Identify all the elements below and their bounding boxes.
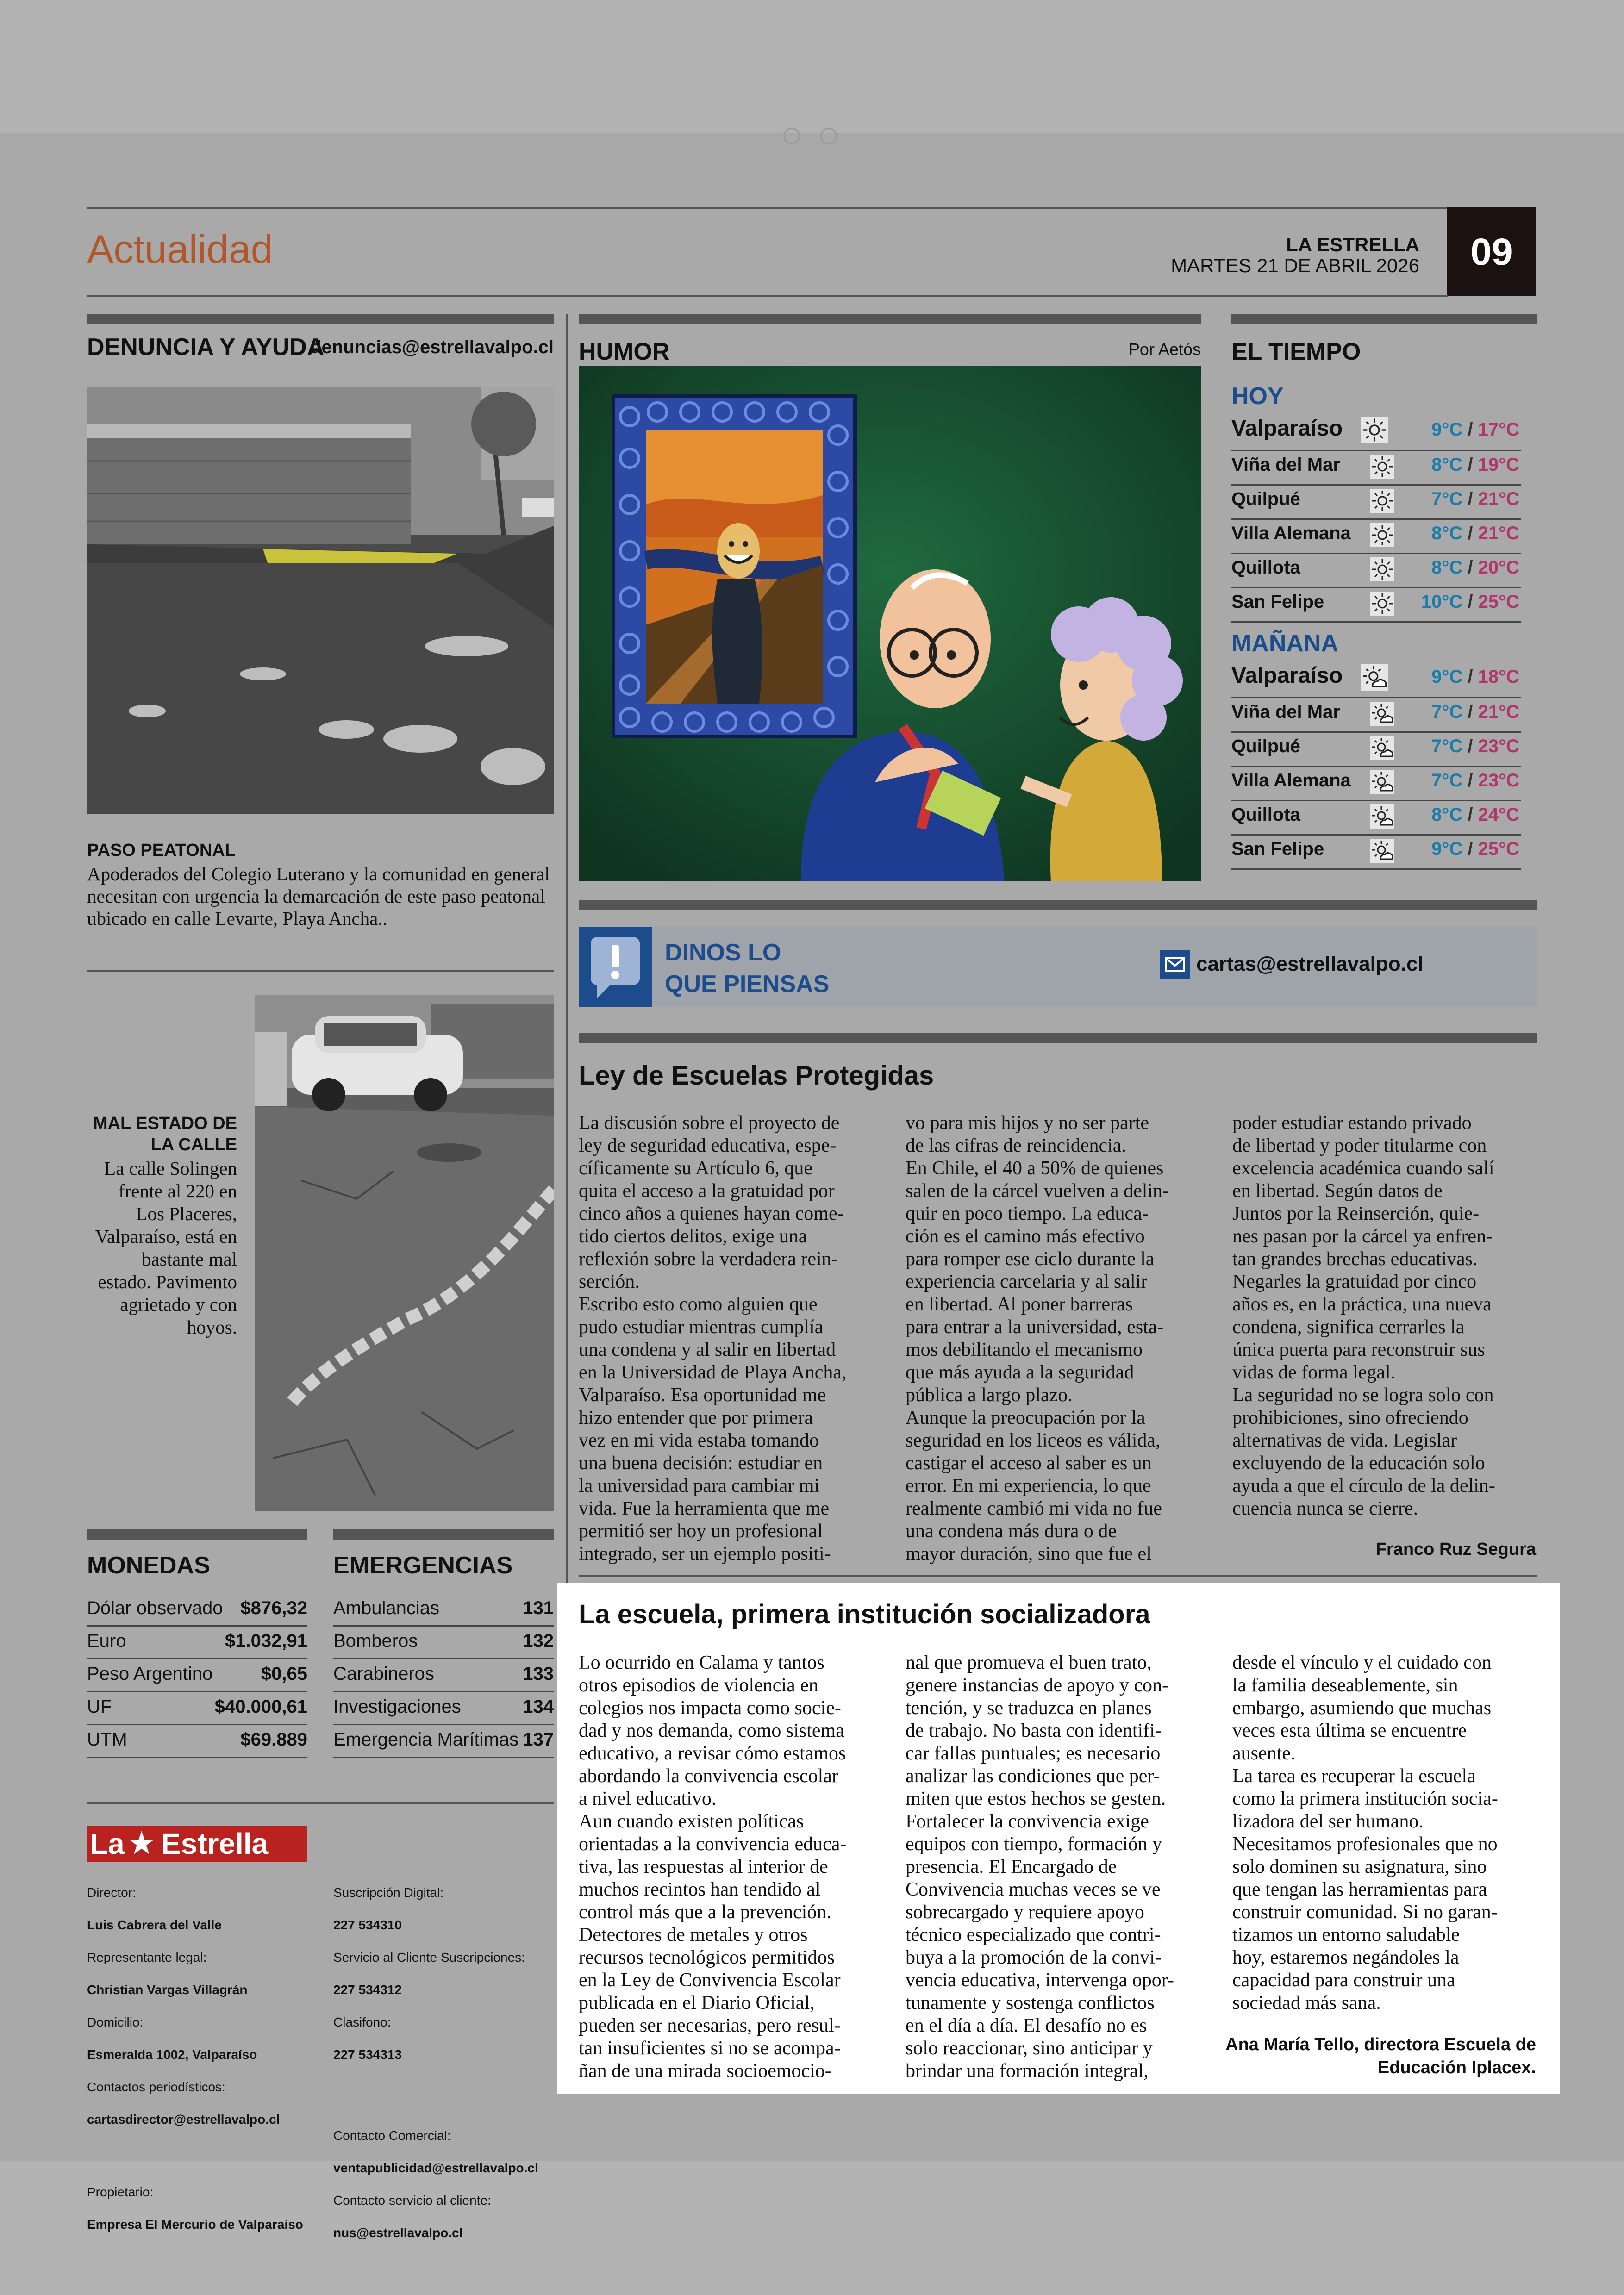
exclamation-bubble-icon bbox=[579, 927, 652, 1007]
sun-icon bbox=[1370, 557, 1394, 581]
letter1-col2: vo para mis hijos y no ser parte de las cifras de reincidencia. En Chile, el 40 a 50% de quienes salen de la cárcel vuelven a delin- quir en poco tiempo. La educa- ción es el camino más efectivo para romper ese ciclo durante la experiencia carcelaria y al salir en libertad. Al poner barreras para entrar a la universidad, esta- mos debilitando el mecanismo que más ayuda a la seguridad pública a largo plazo. Aunque la preocupación por la seguridad en los liceos es válida, castigar el acceso al saber es un error. En mi experiencia, lo que realmente cambió mi vida no fue una condena más dura o de mayor duración, sino que fue el bbox=[906, 1112, 1169, 1565]
weather-row bbox=[1231, 553, 1521, 588]
emergencia-label: Ambulancias bbox=[333, 1598, 440, 1618]
weather-temp bbox=[1431, 455, 1519, 475]
weather-city: San Felipe bbox=[1231, 839, 1324, 859]
emergencias-title: EMERGENCIAS bbox=[333, 1552, 513, 1579]
weather-max: 23°C bbox=[1478, 736, 1519, 756]
staff-right bbox=[333, 1868, 556, 2257]
owner-value: Empresa El Mercurio de Valparaíso bbox=[87, 2217, 303, 2232]
humor-author: Por Aetós bbox=[1128, 340, 1201, 359]
emergencia-number: 133 bbox=[523, 1664, 554, 1684]
weather-city: Villa Alemana bbox=[1231, 770, 1351, 791]
monedas-row bbox=[87, 1658, 307, 1692]
letter2-col1: Lo ocurrido en Calama y tantos otros episodios de violencia en colegios nos impacta como socie- dad y nos demanda, como sistema educativo, a revisar cómo estamos abordando la convivencia escolar a nivel educativo. Aun cuando existen políticas orientadas a la convivencia educa- tiva, las respuestas al interior de muchos recintos han tendido al control más que a la prevención. Detectores de metales y otros recursos tecnológicos permitidos en la Ley de Convivencia Escolar publicada en el Diario Oficial, pueden ser necesarias, pero resul- tan insuficientes si no se acompa- ñan de una mirada socioemocio- bbox=[579, 1652, 847, 2082]
weather-row bbox=[1231, 697, 1521, 733]
dinos-line2: QUE PIENSAS bbox=[665, 971, 830, 998]
weather-max: 24°C bbox=[1478, 804, 1519, 825]
mal-estado-text: La calle Solingen frente al 220 en Los Placeres, Valparaíso, está en bastante mal estado. Pavimento agrietado y con hoyos. bbox=[95, 1158, 237, 1338]
press-email[interactable]: cartasdirector@estrellavalpo.cl bbox=[87, 2112, 280, 2127]
emergencia-number: 134 bbox=[523, 1696, 554, 1717]
logo-estrella: Estrella bbox=[161, 1827, 269, 1860]
humor-top-bar bbox=[579, 314, 1201, 324]
header-bottom-rule bbox=[87, 295, 1448, 297]
weather-city: Quilpué bbox=[1231, 489, 1300, 509]
letter1-col1: La discusión sobre el proyecto de ley de seguridad educativa, espe- cíficamente su Artículo 6, que quita el acceso a la gratuidad por cinco años a quienes hayan come- tido ciertos delitos, exige una reflexión sobre la verdadera rein- serción. Escribo esto como alguien que pudo estudiar mientras cumplía una condena y al salir en libertad en la Universidad de Playa Ancha, Valparaíso. Esa oportunidad me hizo entender que por primera vez en mi vida estaba tomando una buena decisión: estudiar en la universidad para cambiar mi vida. Fue la herramienta que me permitió ser hoy un profesional integrado, ser un ejemplo positi- bbox=[579, 1112, 847, 1565]
monedas-row bbox=[87, 1625, 307, 1659]
denuncias-email[interactable]: denuncias@estrellavalpo.cl bbox=[310, 337, 554, 357]
service-label: Servicio al Cliente Suscripciones: bbox=[333, 1950, 525, 1964]
weather-min: 8°C bbox=[1431, 557, 1463, 578]
moneda-label: Dólar observado bbox=[87, 1598, 223, 1618]
commercial-label: Contacto Comercial: bbox=[333, 2128, 451, 2143]
sun-icon bbox=[1370, 489, 1394, 513]
classified-phone: 227 534313 bbox=[333, 2047, 402, 2062]
humor-title: HUMOR bbox=[579, 338, 670, 365]
temp-separator: / bbox=[1462, 419, 1478, 440]
emergencias-row bbox=[333, 1592, 554, 1627]
emergencias-top-bar bbox=[333, 1529, 554, 1540]
weather-row bbox=[1231, 450, 1521, 486]
estrella-logo bbox=[87, 1826, 307, 1862]
emergencias-row bbox=[333, 1625, 554, 1659]
letter1-title: Ley de Escuelas Protegidas bbox=[579, 1060, 934, 1091]
issue-date: MARTES 21 DE ABRIL 2026 bbox=[1171, 255, 1419, 276]
monedas-row bbox=[87, 1592, 307, 1627]
client-label: Contacto servicio al cliente: bbox=[333, 2193, 491, 2208]
weather-today-list bbox=[1231, 411, 1521, 629]
letter1-col3: poder estudiar estando privado de libertad y poder titularme con excelencia académica cuando salí en libertad. Según datos de Juntos por la Reinserción, quie- nes pasan por la cárcel ya enfren- tan grandes brechas educativas. Negarles la gratuidad por cinco años es, en la práctica, una nueva condena, significa cerrarles la única puerta para reconstruir sus vidas de forma legal. La seguridad no se logra solo con prohibiciones, sino ofreciendo alternativas de vida. Legislar excluyendo de la educación solo ayuda a que el círculo de la delin- cuencia nunca se cierre. bbox=[1232, 1112, 1495, 1519]
sun-icon bbox=[1370, 523, 1394, 547]
sun-icon bbox=[1361, 417, 1388, 443]
weather-row bbox=[1231, 518, 1521, 554]
paso-peatonal-title: PASO PEATONAL bbox=[87, 841, 236, 860]
address-value: Esmeralda 1002, Valparaíso bbox=[87, 2047, 257, 2062]
weather-min: 7°C bbox=[1431, 770, 1463, 791]
weather-city: San Felipe bbox=[1231, 592, 1324, 612]
weather-min: 9°C bbox=[1431, 419, 1463, 440]
staff-left bbox=[87, 1868, 328, 2249]
mail-icon bbox=[1160, 950, 1190, 979]
dinos-email[interactable]: cartas@estrellavalpo.cl bbox=[1196, 953, 1424, 975]
letter2-signature: Ana María Tello, directora Escuela de Educación Iplacex. bbox=[1225, 2035, 1536, 2077]
denuncias-title: DENUNCIA Y AYUDA bbox=[87, 334, 325, 361]
paso-peatonal-photo bbox=[87, 387, 554, 814]
page-number-box bbox=[1447, 207, 1536, 296]
mal-estado-title: MAL ESTADO DE LA CALLE bbox=[93, 1114, 237, 1154]
service-phone: 227 534312 bbox=[333, 1983, 402, 1997]
sun-cloud-icon bbox=[1370, 804, 1394, 829]
paper-name: LA ESTRELLA bbox=[1286, 234, 1419, 256]
moneda-value: $0,65 bbox=[261, 1664, 307, 1684]
emergencias-list bbox=[333, 1592, 554, 1764]
client-email[interactable]: nus@estrellavalpo.cl bbox=[333, 2226, 463, 2240]
weather-row bbox=[1231, 800, 1521, 836]
page-nav-dots[interactable] bbox=[783, 128, 843, 146]
temp-separator: / bbox=[1462, 667, 1478, 687]
moneda-label: Peso Argentino bbox=[87, 1664, 213, 1684]
header-top-rule bbox=[87, 207, 1448, 209]
weather-temp bbox=[1431, 736, 1519, 757]
sun-cloud-icon bbox=[1370, 839, 1394, 863]
weather-city: Quillota bbox=[1231, 557, 1300, 578]
sun-cloud-icon bbox=[1370, 736, 1394, 760]
monedas-row bbox=[87, 1691, 307, 1725]
weather-row bbox=[1231, 766, 1521, 801]
letter1-top-bar bbox=[579, 1033, 1537, 1043]
letter1-bottom-rule bbox=[579, 1575, 1537, 1577]
weather-title: EL TIEMPO bbox=[1231, 338, 1361, 365]
emergencia-number: 131 bbox=[523, 1598, 554, 1618]
director-label: Director: bbox=[87, 1885, 136, 1900]
emergencias-row bbox=[333, 1724, 554, 1758]
digital-phone: 227 534310 bbox=[333, 1918, 402, 1932]
prev-page-dot[interactable] bbox=[783, 128, 800, 144]
legal-label: Representante legal: bbox=[87, 1950, 207, 1964]
weather-row bbox=[1231, 411, 1521, 451]
weather-city: Viña del Mar bbox=[1231, 702, 1340, 722]
dinos-top-bar bbox=[579, 900, 1537, 910]
emergencia-label: Investigaciones bbox=[333, 1696, 461, 1717]
section-title: Actualidad bbox=[87, 227, 273, 272]
emergencia-label: Bomberos bbox=[333, 1631, 418, 1651]
denuncias-divider bbox=[87, 970, 554, 972]
monedas-list bbox=[87, 1592, 307, 1764]
emergencia-label: Carabineros bbox=[333, 1664, 434, 1684]
owner-label: Propietario: bbox=[87, 2185, 154, 2199]
weather-max: 25°C bbox=[1478, 592, 1519, 612]
temp-separator: / bbox=[1462, 770, 1478, 791]
paso-peatonal-text: Apoderados del Colegio Luterano y la comunidad en general necesitan con urgencia la demarcación de este paso peatonal ubicado en calle Levarte, Playa Ancha.. bbox=[87, 863, 550, 929]
weather-today-label: HOY bbox=[1231, 383, 1284, 410]
star-icon: ★ bbox=[129, 1827, 155, 1859]
letter2-col3: desde el vínculo y el cuidado con la familia deseablemente, sin embargo, asumiendo que muchas veces esta última se encuentre ausente. La tarea es recuperar la escuela como la primera institución socia- lizadora del ser humano. Necesitamos profesionales que no solo dominen su asignatura, sino que tengan las herramientas para construir comunidad. Si no garan- tizamos un entorno saludable hoy, estaremos negándoles la capacidad para construir una sociedad más sana. bbox=[1232, 1652, 1498, 2014]
temp-separator: / bbox=[1462, 489, 1478, 509]
moneda-value: $876,32 bbox=[240, 1598, 307, 1618]
weather-tomorrow-list bbox=[1231, 658, 1521, 876]
weather-min: 8°C bbox=[1431, 804, 1463, 825]
director-name: Luis Cabrera del Valle bbox=[87, 1918, 222, 1932]
weather-max: 21°C bbox=[1478, 489, 1519, 509]
weather-max: 18°C bbox=[1478, 667, 1519, 687]
weather-max: 25°C bbox=[1478, 839, 1519, 859]
letter2-col2: nal que promueva el buen trato, genere instancias de apoyo y con- tención, y se traduzca en planes de trabajo. No basta con identifi- car fallas puntuales; es necesario analizar las condiciones que per- miten que estos hechos se gesten. Fortalecer la convivencia exige equipos con tiempo, formación y presencia. El Encargado de Convivencia muchas veces se ve sobrecargado y requiere apoyo técnico especializado que contri- buya a la promoción de la convi- vencia educativa, intervenga opor- tunamente y sostenga conflictos en el día a día. El desafío no es solo reaccionar, sino anticipar y brindar una formación integral, bbox=[906, 1652, 1174, 2082]
weather-max: 20°C bbox=[1478, 557, 1519, 578]
weather-city: Valparaíso bbox=[1231, 416, 1343, 441]
weather-min: 7°C bbox=[1431, 489, 1463, 509]
weather-temp bbox=[1431, 839, 1519, 860]
weather-city: Villa Alemana bbox=[1231, 523, 1351, 543]
logo-la: La bbox=[90, 1827, 125, 1860]
weather-max: 23°C bbox=[1478, 770, 1519, 791]
weather-temp bbox=[1431, 702, 1519, 723]
weather-row bbox=[1231, 587, 1521, 623]
temp-separator: / bbox=[1462, 455, 1478, 475]
dinos-line1: DINOS LO bbox=[665, 939, 781, 966]
commercial-email[interactable]: ventapublicidad@estrellavalpo.cl bbox=[333, 2161, 538, 2175]
weather-temp bbox=[1431, 804, 1519, 825]
temp-separator: / bbox=[1462, 736, 1478, 756]
weather-temp bbox=[1431, 770, 1519, 791]
emergencias-row bbox=[333, 1658, 554, 1692]
staff-top-rule bbox=[87, 1802, 554, 1804]
denuncias-top-bar bbox=[87, 314, 554, 324]
weather-min: 7°C bbox=[1431, 702, 1463, 722]
paso-peatonal-photo-art bbox=[87, 387, 554, 814]
weather-top-bar bbox=[1231, 314, 1537, 324]
sun-icon bbox=[1370, 455, 1394, 479]
moneda-value: $40.000,61 bbox=[214, 1696, 307, 1717]
weather-min: 9°C bbox=[1431, 839, 1463, 859]
moneda-label: UF bbox=[87, 1696, 112, 1717]
classified-label: Clasifono: bbox=[333, 2015, 391, 2029]
emergencia-label: Emergencia Marítimas bbox=[333, 1729, 519, 1750]
emergencia-number: 137 bbox=[523, 1729, 554, 1750]
weather-city: Quillota bbox=[1231, 804, 1300, 825]
address-label: Domicilio: bbox=[87, 2015, 144, 2029]
weather-temp bbox=[1421, 592, 1519, 612]
staff-spacer bbox=[87, 2144, 328, 2168]
temp-separator: / bbox=[1462, 592, 1478, 612]
digital-label: Suscripción Digital: bbox=[333, 1885, 444, 1900]
weather-temp bbox=[1431, 419, 1519, 440]
weather-temp bbox=[1431, 523, 1519, 544]
weather-tomorrow-label: MAÑANA bbox=[1231, 630, 1339, 657]
temp-separator: / bbox=[1462, 702, 1478, 722]
weather-min: 8°C bbox=[1431, 455, 1463, 475]
dinos-icon-box bbox=[579, 927, 652, 1007]
next-page-dot[interactable] bbox=[820, 128, 837, 144]
weather-temp bbox=[1431, 557, 1519, 578]
humor-cartoon bbox=[579, 366, 1201, 881]
moneda-value: $69.889 bbox=[240, 1729, 307, 1750]
weather-temp bbox=[1431, 489, 1519, 510]
monedas-row bbox=[87, 1724, 307, 1758]
weather-row bbox=[1231, 731, 1521, 767]
sun-cloud-icon bbox=[1370, 702, 1394, 726]
sun-cloud-icon bbox=[1370, 770, 1394, 794]
letter2-title: La escuela, primera institución socializadora bbox=[579, 1599, 1150, 1629]
dinos-banner bbox=[579, 927, 1537, 1007]
weather-temp bbox=[1431, 667, 1519, 687]
weather-min: 7°C bbox=[1431, 736, 1463, 756]
weather-row bbox=[1231, 484, 1521, 520]
weather-max: 19°C bbox=[1478, 455, 1519, 475]
temp-separator: / bbox=[1462, 839, 1478, 859]
staff-spacer bbox=[333, 2079, 556, 2111]
legal-name: Christian Vargas Villagrán bbox=[87, 1983, 248, 1997]
temp-separator: / bbox=[1462, 557, 1478, 578]
letter1-signature: Franco Ruz Segura bbox=[1375, 1540, 1536, 1559]
temp-separator: / bbox=[1462, 804, 1478, 825]
emergencias-row bbox=[333, 1691, 554, 1725]
weather-max: 17°C bbox=[1478, 419, 1519, 440]
temp-separator: / bbox=[1462, 523, 1478, 543]
weather-city: Viña del Mar bbox=[1231, 455, 1340, 475]
moneda-value: $1.032,91 bbox=[225, 1631, 307, 1651]
weather-max: 21°C bbox=[1478, 702, 1519, 722]
emergencia-number: 132 bbox=[523, 1631, 554, 1651]
mal-estado-photo bbox=[255, 995, 554, 1511]
weather-city: Quilpué bbox=[1231, 736, 1300, 756]
press-label: Contactos periodísticos: bbox=[87, 2080, 225, 2094]
page-number: 09 bbox=[1470, 231, 1513, 273]
weather-min: 10°C bbox=[1421, 592, 1463, 612]
weather-city: Valparaíso bbox=[1231, 663, 1343, 688]
mal-estado-photo-art bbox=[255, 995, 554, 1511]
weather-min: 9°C bbox=[1431, 667, 1463, 687]
moneda-label: Euro bbox=[87, 1631, 126, 1651]
weather-max: 21°C bbox=[1478, 523, 1519, 543]
sun-cloud-icon bbox=[1361, 664, 1388, 691]
monedas-top-bar bbox=[87, 1529, 307, 1540]
sun-icon bbox=[1370, 592, 1394, 616]
monedas-title: MONEDAS bbox=[87, 1552, 210, 1579]
humor-cartoon-art bbox=[579, 366, 1201, 881]
moneda-label: UTM bbox=[87, 1729, 127, 1750]
weather-row bbox=[1231, 658, 1521, 698]
weather-row bbox=[1231, 834, 1521, 870]
weather-min: 8°C bbox=[1431, 523, 1463, 543]
